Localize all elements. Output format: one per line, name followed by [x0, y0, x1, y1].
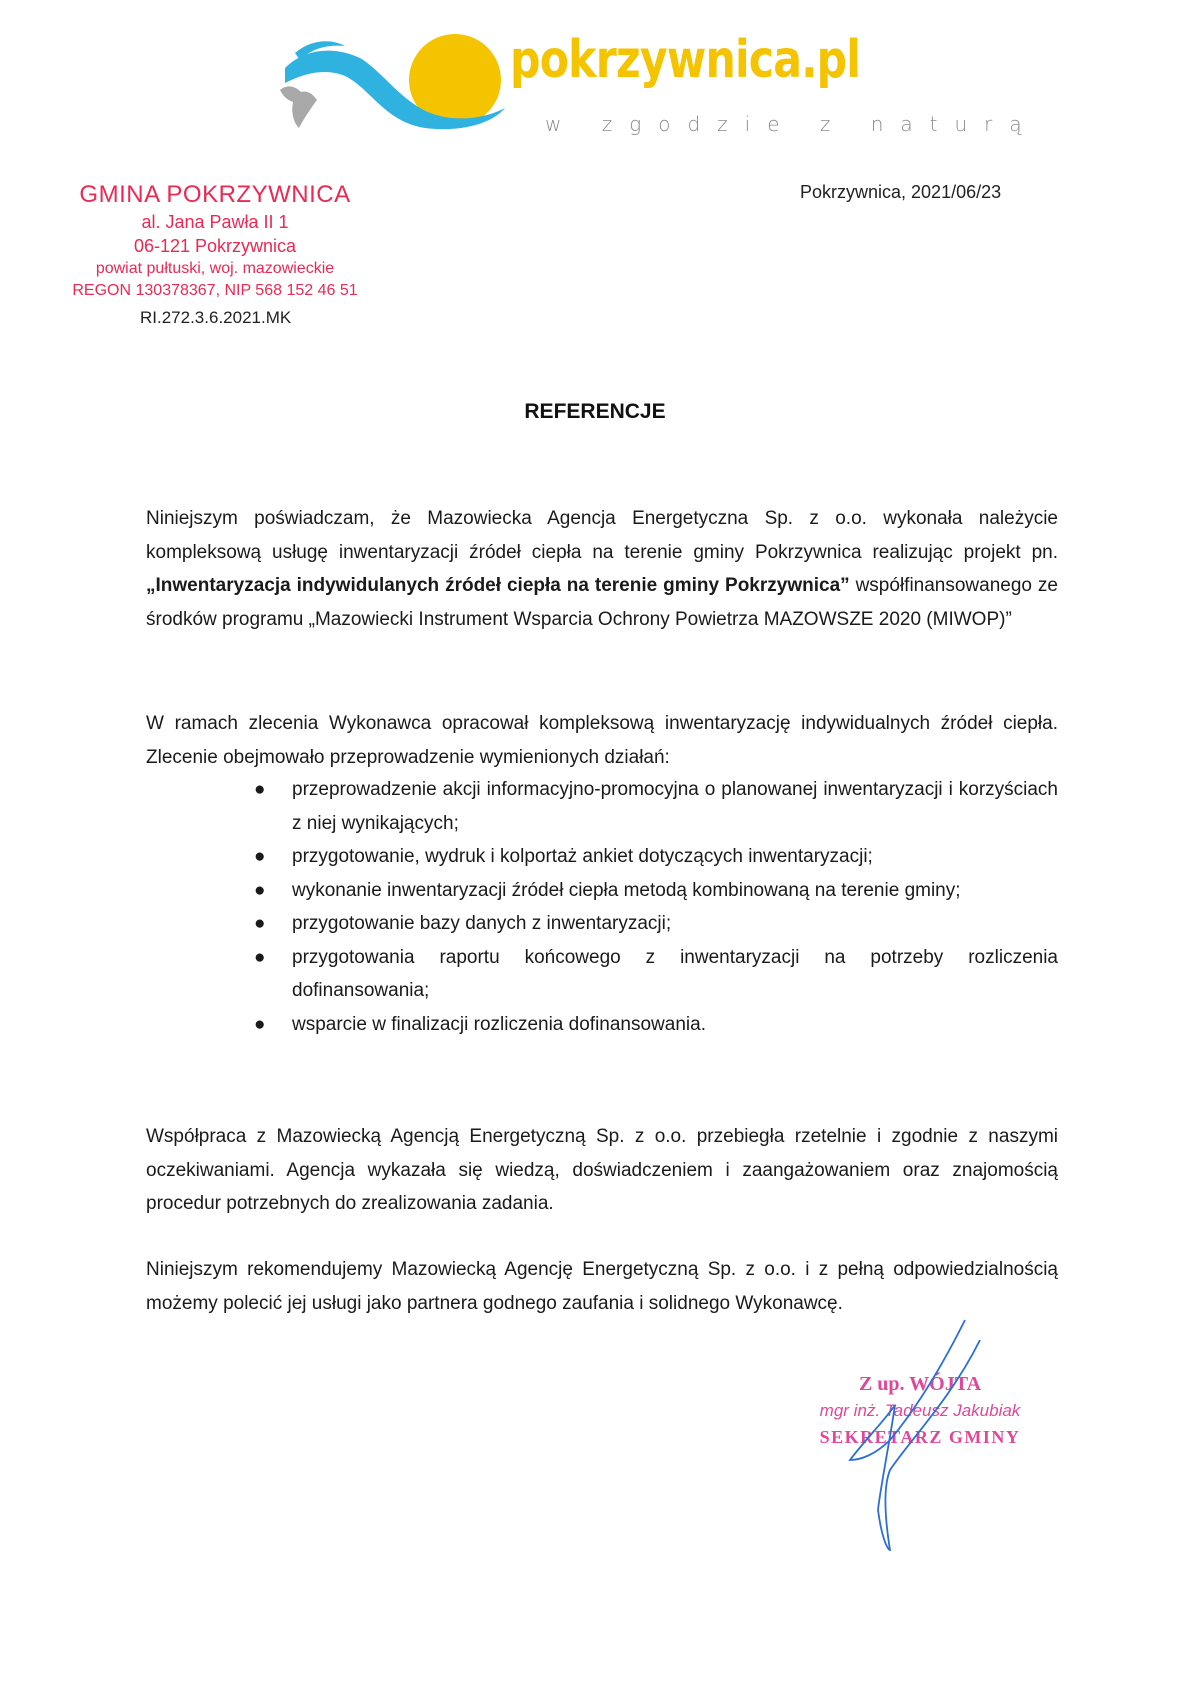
bullet-icon: ● [254, 779, 266, 800]
bullet-icon: ● [254, 946, 266, 968]
stamp-street: al. Jana Pawła II 1 [141, 212, 289, 232]
wave-sun-bird-icon [265, 28, 525, 138]
place-date: Pokrzywnica, 2021/06/23 [800, 182, 1002, 202]
bullet-icon: ● [254, 913, 266, 934]
list-item: ● przeprowadzenie akcji informacyjno-promocyjna o planowanej inwentaryzacji i korzyściach z niej wynikających; [254, 773, 1058, 840]
project-name: „Inwentaryzacja indywidulanych źródeł ciepła na terenie gminy Pokrzywnica” [146, 575, 850, 596]
list-item: ● przygotowanie bazy danych z inwentaryzacji; [254, 907, 1058, 941]
signature-authority: Z up. WÓJTA [858, 1373, 982, 1395]
intro-text: Niniejszym poświadczam, że Mazowiecka Agencja Energetyczna Sp. z o.o. wykonała należycie kompleksową usługę inwentaryzacji źródeł ciepła na terenie gminy Pokrzywnica realizując projekt pn. [146, 508, 1058, 563]
list-item: ● przygotowanie, wydruk i kolportaż ankiet dotyczących inwentaryzacji; [254, 840, 1058, 874]
paragraph-scope: W ramach zlecenia Wykonawca opracował kompleksową inwentaryzację indywidualnych źródeł ciepła. Zlecenie obejmowało przeprowadzenie wymienionych działań: [146, 713, 1058, 768]
stamp-ids: REGON 130378367, NIP 568 152 46 51 [72, 282, 358, 299]
paragraph-intro [146, 502, 1058, 636]
list-item: ● przygotowania raportu końcowego z inwentaryzacji na potrzeby rozliczenia dofinansowania; [254, 941, 1058, 1008]
handwritten-signature [820, 1310, 1020, 1565]
signatory-title: SEKRETARZ GMINY [819, 1427, 1021, 1447]
bullet-icon: ● [254, 879, 266, 901]
activities-list [254, 773, 1058, 1041]
list-item: ● wykonanie inwentaryzacji źródeł ciepła metodą kombinowaną na terenie gminy; [254, 874, 1058, 908]
logo-name: pokrzywnica.pl [510, 30, 861, 90]
reference-number: RI.272.3.6.2021.MK [140, 308, 292, 327]
stamp-title: GMINA POKRZYWNICA [79, 181, 351, 208]
stamp-city: 06-121 Pokrzywnica [133, 236, 297, 256]
intro-funding: współfinansowanego ze środków programu „Mazowiecki Instrument Wsparcia Ochrony Powietrza MAZOWSZE 2020 (MIWOP)” [146, 575, 1058, 630]
bullet-icon: ● [254, 846, 266, 867]
logo-tagline: w zgodzie z naturą [545, 112, 1039, 136]
signatory-name: mgr inż. Tadeusz Jakubiak [819, 1401, 1021, 1420]
paragraph-cooperation: Współpraca z Mazowiecką Agencją Energetyczną Sp. z o.o. przebiegła rzetelnie i zgodnie z naszymi oczekiwaniami. Agencja wykazała się wiedzą, doświadczeniem i zaangażowaniem oraz znajomością procedur potrzebnych do zrealizowania zadania. [146, 1126, 1058, 1214]
bullet-icon: ● [254, 1013, 266, 1035]
municipality-stamp [50, 180, 380, 302]
list-item: ● wsparcie w finalizacji rozliczenia dofinansowania. [254, 1008, 1058, 1042]
paragraph-recommendation: Niniejszym rekomendujemy Mazowiecką Agencję Energetyczną Sp. z o.o. i z pełną odpowiedzialnością możemy polecić jej usługi jako partnera godnego zaufania i solidnego Wykonawcę. [146, 1259, 1058, 1314]
stamp-region: powiat pułtuski, woj. mazowieckie [95, 260, 335, 277]
signature-scribble-icon [820, 1310, 1020, 1560]
document-title: REFERENCJE [524, 400, 666, 423]
logo-graphic [265, 28, 525, 143]
